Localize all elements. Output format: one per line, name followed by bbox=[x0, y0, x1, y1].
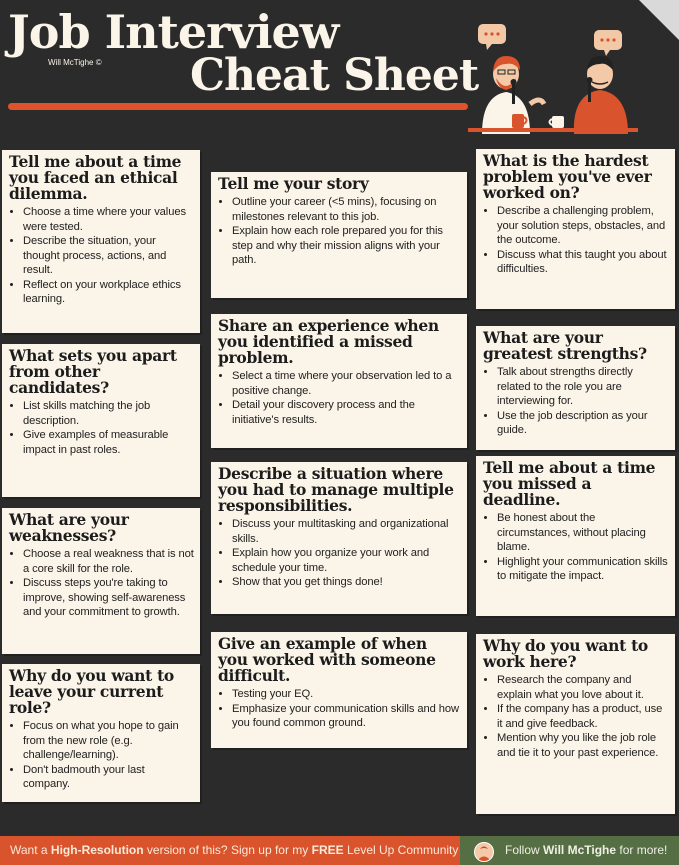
card-bullet: • Don't badmouth your last company. bbox=[23, 763, 194, 792]
card-missed-deadline bbox=[476, 456, 675, 616]
avatar bbox=[474, 842, 494, 862]
title-underline bbox=[8, 103, 468, 110]
card-title: Why do you want to work here? bbox=[483, 636, 648, 671]
card-weaknesses bbox=[2, 508, 200, 654]
card-bullet: • Explain how you organize your work and schedule your time. bbox=[232, 546, 461, 575]
title-line-1: Job Interview bbox=[8, 5, 339, 59]
card-bullet: • If the company has a product, use it and give feedback. bbox=[497, 702, 669, 731]
header bbox=[0, 0, 679, 140]
card-title: Why do you want to leave your current role? bbox=[9, 666, 174, 717]
footer-text: for more! bbox=[616, 843, 668, 857]
card-greatest-strengths bbox=[476, 326, 675, 450]
card-title: What sets you apart from other candidates? bbox=[9, 346, 177, 397]
card-bullet: • Use the job description as your guide. bbox=[497, 409, 669, 438]
signup-banner-link[interactable] bbox=[0, 836, 460, 865]
card-hardest-problem bbox=[476, 149, 675, 309]
card-title: What are your weaknesses? bbox=[9, 510, 129, 545]
card-bullet: • Highlight your communication skills to mitigate the impact. bbox=[497, 555, 669, 584]
card-bullet: • Give examples of measurable impact in past roles. bbox=[23, 428, 194, 457]
card-bullet: • Discuss what this taught you about difficulties. bbox=[497, 248, 669, 277]
card-sets-you-apart bbox=[2, 344, 200, 497]
card-bullet: • Talk about strengths directly related to the role you are interviewing for. bbox=[497, 365, 669, 409]
card-title: Give an example of when you worked with someone difficult. bbox=[218, 634, 436, 685]
card-ethical-dilemma bbox=[2, 150, 200, 333]
card-title: Tell me your story bbox=[218, 174, 369, 193]
footer-text: Follow bbox=[505, 843, 544, 857]
card-missed-problem bbox=[211, 314, 467, 448]
author-credit: Will McTighe © bbox=[48, 58, 102, 67]
title-line-2: Cheat Sheet bbox=[190, 50, 479, 101]
card-title: What is the hardest problem you've ever worked on? bbox=[483, 151, 652, 202]
footer-text-bold: Will McTighe bbox=[543, 843, 617, 857]
footer-text-bold: High-Resolution bbox=[50, 843, 144, 857]
card-multiple-responsibilities bbox=[211, 462, 467, 614]
card-someone-difficult bbox=[211, 632, 467, 748]
card-bullet: • Mention why you like the job role and tie it to your past experience. bbox=[497, 731, 669, 760]
footer-text: version of this? Sign up for my bbox=[143, 843, 312, 857]
card-bullet: • Testing your EQ. bbox=[232, 687, 461, 702]
card-bullet: • Be honest about the circumstances, without placing blame. bbox=[497, 511, 669, 555]
footer-text: Level Up Community bbox=[343, 843, 459, 857]
card-bullet: • Describe the situation, your thought process, actions, and result. bbox=[23, 234, 194, 278]
card-bullet: • Discuss steps you're taking to improve, showing self-awareness and your commitment to growth. bbox=[23, 576, 194, 620]
card-bullet: • Select a time where your observation led to a positive change. bbox=[232, 369, 461, 398]
avatar-icon bbox=[475, 843, 493, 861]
card-title: Tell me about a time you faced an ethical dilemma. bbox=[9, 152, 182, 203]
card-bullet: • Explain how each role prepared you for this step and why their mission aligns with your path. bbox=[232, 224, 461, 268]
card-bullet: • Show that you get things done! bbox=[232, 575, 461, 590]
card-title: Share an experience when you identified a missed problem. bbox=[218, 316, 439, 367]
card-title: What are your greatest strengths? bbox=[483, 328, 647, 363]
card-bullet: • Discuss your multitasking and organizational skills. bbox=[232, 517, 461, 546]
footer-text: Want a bbox=[10, 843, 51, 857]
card-leave-current-role bbox=[2, 664, 200, 802]
card-bullet: • Choose a real weakness that is not a core skill for the role. bbox=[23, 547, 194, 576]
card-bullet: • Emphasize your communication skills and how you found common ground. bbox=[232, 702, 461, 731]
card-tell-me-your-story bbox=[211, 172, 467, 298]
card-bullet: • Detail your discovery process and the initiative's results. bbox=[232, 398, 461, 427]
card-bullet: • Describe a challenging problem, your solution steps, obstacles, and the outcome. bbox=[497, 204, 669, 248]
footer bbox=[0, 836, 679, 865]
card-bullet: • Choose a time where your values were tested. bbox=[23, 205, 194, 234]
card-bullet: • Outline your career (<5 mins), focusing on milestones relevant to this job. bbox=[232, 195, 461, 224]
card-why-work-here bbox=[476, 634, 675, 814]
card-bullet: • Research the company and explain what you love about it. bbox=[497, 673, 669, 702]
interview-illustration-icon bbox=[468, 16, 638, 138]
card-title: Tell me about a time you missed a deadline. bbox=[483, 458, 656, 509]
card-bullet: • Focus on what you hope to gain from the new role (e.g. challenge/learning). bbox=[23, 719, 194, 763]
page-curl bbox=[639, 0, 679, 40]
footer-text-bold: FREE bbox=[311, 843, 344, 857]
card-bullet: • List skills matching the job description. bbox=[23, 399, 194, 428]
card-bullet: • Reflect on your workplace ethics learning. bbox=[23, 278, 194, 307]
card-title: Describe a situation where you had to manage multiple responsibilities. bbox=[218, 464, 454, 515]
